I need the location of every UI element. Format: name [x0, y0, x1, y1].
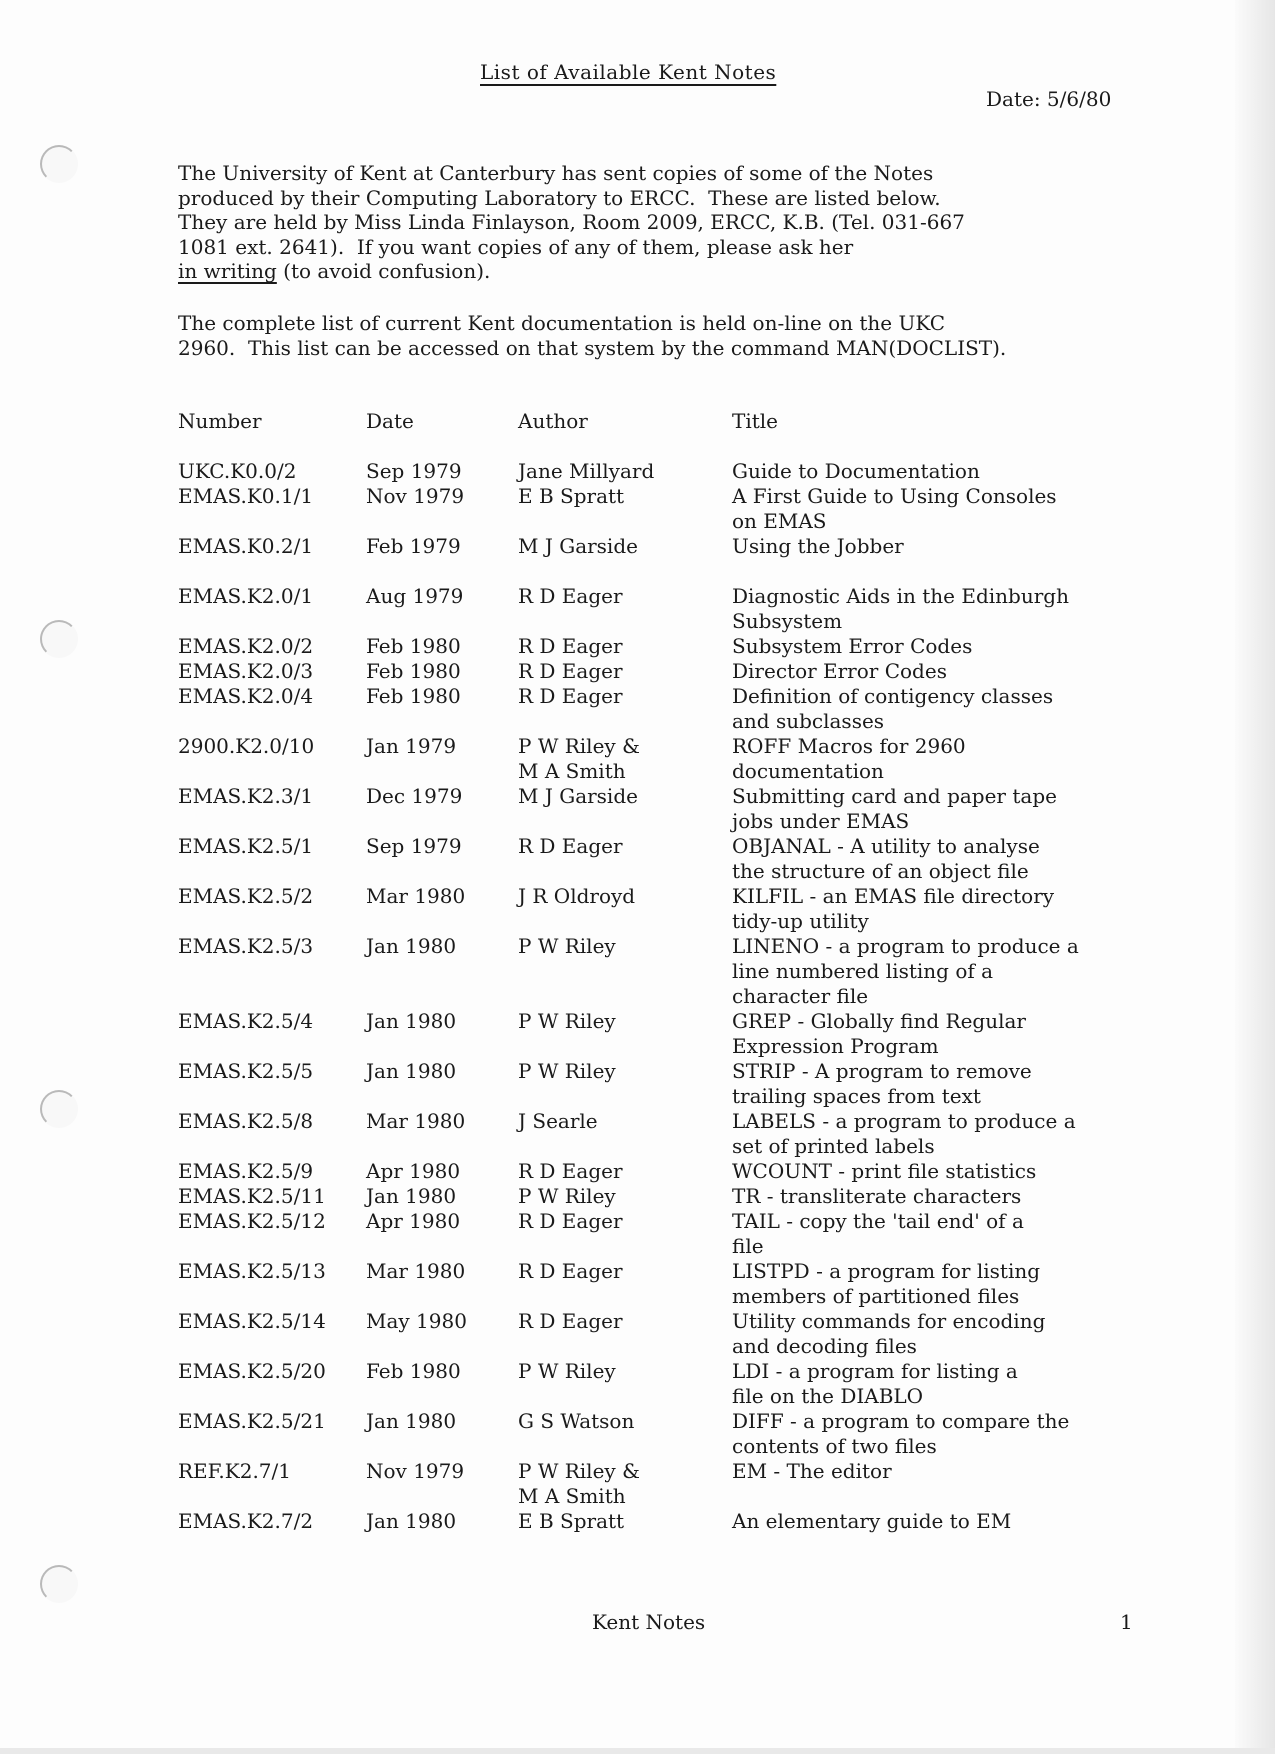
cell-number: EMAS.K2.5/3: [178, 934, 314, 958]
cell-author: R D Eager: [518, 634, 623, 658]
document-date: Date: 5/6/80: [986, 87, 1112, 111]
cell-author: P W Riley & M A Smith: [518, 1459, 640, 1508]
cell-number: EMAS.K2.5/11: [178, 1184, 326, 1208]
cell-title: Definition of contigency classes and subclasses: [732, 684, 1054, 733]
cell-title: LISTPD - a program for listing members of partitioned files: [732, 1259, 1041, 1308]
cell-title: ROFF Macros for 2960 documentation: [732, 734, 966, 783]
cell-date: Mar 1980: [366, 884, 466, 908]
cell-author: R D Eager: [518, 1209, 623, 1233]
cell-number: EMAS.K2.5/13: [178, 1259, 326, 1283]
cell-date: Jan 1980: [366, 1409, 457, 1433]
cell-number: EMAS.K2.5/2: [178, 884, 314, 908]
cell-date: Apr 1980: [366, 1159, 461, 1183]
cell-title: WCOUNT - print file statistics: [732, 1159, 1037, 1183]
cell-author: R D Eager: [518, 659, 623, 683]
cell-date: Aug 1979: [366, 584, 464, 608]
cell-author: J Searle: [518, 1109, 598, 1133]
cell-author: P W Riley & M A Smith: [518, 734, 640, 783]
intro-line: They are held by Miss Linda Finlayson, Room 2009, ERCC, K.B. (Tel. 031-667: [178, 210, 965, 234]
intro-paragraph: [178, 161, 965, 284]
cell-author: P W Riley: [518, 1359, 616, 1383]
cell-number: EMAS.K0.2/1: [178, 534, 314, 558]
doclist-line: 2960. This list can be accessed on that system by the command MAN(DOCLIST).: [178, 335, 1007, 360]
cell-number: EMAS.K2.3/1: [178, 784, 314, 808]
cell-author: E B Spratt: [518, 484, 625, 508]
cell-number: EMAS.K2.5/9: [178, 1159, 314, 1183]
cell-number: EMAS.K2.5/20: [178, 1359, 326, 1383]
cell-author: E B Spratt: [518, 1509, 625, 1533]
cell-date: Feb 1980: [366, 684, 461, 708]
column-header-title: Title: [732, 409, 779, 433]
cell-author: M J Garside: [518, 784, 638, 808]
cell-author: R D Eager: [518, 684, 623, 708]
cell-author: R D Eager: [518, 834, 623, 858]
cell-number: EMAS.K0.1/1: [178, 484, 314, 508]
cell-author: J R Oldroyd: [518, 884, 636, 908]
cell-title: Diagnostic Aids in the Edinburgh Subsystem: [732, 584, 1069, 633]
cell-number: EMAS.K2.5/14: [178, 1309, 326, 1333]
cell-date: Feb 1979: [366, 534, 461, 558]
cell-title: Utility commands for encoding and decoding files: [732, 1309, 1046, 1358]
cell-title: TR - transliterate characters: [732, 1184, 1022, 1208]
cell-date: Jan 1980: [366, 934, 457, 958]
cell-date: Nov 1979: [366, 484, 465, 508]
cell-author: R D Eager: [518, 1309, 623, 1333]
cell-title: STRIP - A program to remove trailing spaces from text: [732, 1059, 1032, 1108]
column-header-number: Number: [178, 409, 262, 433]
cell-date: Sep 1979: [366, 834, 462, 858]
cell-author: R D Eager: [518, 1159, 623, 1183]
cell-date: Dec 1979: [366, 784, 463, 808]
cell-date: Jan 1980: [366, 1059, 457, 1083]
punch-hole: [40, 620, 78, 658]
cell-title: A First Guide to Using Consoles on EMAS: [732, 484, 1057, 533]
cell-author: M J Garside: [518, 534, 638, 558]
cell-title: OBJANAL - A utility to analyse the structure of an object file: [732, 834, 1040, 883]
page-bottom-edge: [0, 1748, 1275, 1754]
cell-date: Jan 1980: [366, 1184, 457, 1208]
cell-date: Feb 1980: [366, 634, 461, 658]
intro-line: The University of Kent at Canterbury has sent copies of some of the Notes: [178, 161, 934, 185]
cell-number: EMAS.K2.0/1: [178, 584, 314, 608]
doclist-paragraph: [178, 311, 1006, 360]
cell-number: EMAS.K2.5/4: [178, 1009, 314, 1033]
cell-title: TAIL - copy the 'tail end' of a file: [732, 1209, 1024, 1258]
punch-hole: [40, 1565, 78, 1603]
intro-line: produced by their Computing Laboratory to ERCC. These are listed below.: [178, 185, 941, 210]
cell-number: EMAS.K2.5/5: [178, 1059, 314, 1083]
cell-number: EMAS.K2.5/1: [178, 834, 314, 858]
emphasis-in-writing: in writing: [178, 259, 277, 283]
cell-author: P W Riley: [518, 1184, 616, 1208]
cell-number: UKC.K0.0/2: [178, 459, 297, 483]
intro-line: 1081 ext. 2641). If you want copies of any of them, please ask her: [178, 234, 854, 259]
cell-author: P W Riley: [518, 1059, 616, 1083]
cell-number: EMAS.K2.7/2: [178, 1509, 314, 1533]
cell-number: EMAS.K2.0/3: [178, 659, 314, 683]
cell-title: KILFIL - an EMAS file directory tidy-up utility: [732, 884, 1055, 933]
cell-author: P W Riley: [518, 934, 616, 958]
punch-hole: [40, 145, 78, 183]
page-number: 1: [1120, 1610, 1133, 1634]
cell-date: Mar 1980: [366, 1109, 466, 1133]
cell-number: EMAS.K2.5/8: [178, 1109, 314, 1133]
column-header-author: Author: [518, 409, 588, 433]
cell-date: Nov 1979: [366, 1459, 465, 1483]
cell-title: LDI - a program for listing a file on the DIABLO: [732, 1359, 1018, 1408]
cell-date: Apr 1980: [366, 1209, 461, 1233]
cell-title: Director Error Codes: [732, 659, 947, 683]
cell-number: EMAS.K2.5/21: [178, 1409, 326, 1433]
cell-date: May 1980: [366, 1309, 467, 1333]
cell-date: Jan 1980: [366, 1009, 457, 1033]
cell-date: Jan 1979: [366, 734, 457, 758]
cell-title: Submitting card and paper tape jobs under EMAS: [732, 784, 1057, 833]
page-edge-shadow: [1235, 0, 1275, 1754]
cell-author: R D Eager: [518, 584, 623, 608]
cell-author: G S Watson: [518, 1409, 635, 1433]
cell-author: Jane Millyard: [518, 459, 655, 483]
cell-title: EM - The editor: [732, 1459, 892, 1483]
cell-title: Subsystem Error Codes: [732, 634, 973, 658]
intro-line: [178, 259, 965, 284]
cell-author: R D Eager: [518, 1259, 623, 1283]
cell-title: LINENO - a program to produce a line numbered listing of a character file: [732, 934, 1079, 1008]
cell-title: DIFF - a program to compare the contents of two files: [732, 1409, 1070, 1458]
cell-number: EMAS.K2.5/12: [178, 1209, 326, 1233]
cell-number: EMAS.K2.0/2: [178, 634, 314, 658]
cell-title: Guide to Documentation: [732, 459, 980, 483]
cell-title: GREP - Globally find Regular Expression Program: [732, 1009, 1026, 1058]
cell-title: Using the Jobber: [732, 534, 904, 558]
cell-date: Feb 1980: [366, 1359, 461, 1383]
cell-date: Feb 1980: [366, 659, 461, 683]
cell-date: Mar 1980: [366, 1259, 466, 1283]
column-header-date: Date: [366, 409, 414, 433]
cell-title: LABELS - a program to produce a set of printed labels: [732, 1109, 1076, 1158]
cell-date: Sep 1979: [366, 459, 462, 483]
page-title: List of Available Kent Notes: [480, 60, 777, 84]
cell-number: REF.K2.7/1: [178, 1459, 291, 1483]
cell-number: 2900.K2.0/10: [178, 734, 315, 758]
cell-date: Jan 1980: [366, 1509, 457, 1533]
intro-line-rest: (to avoid confusion).: [276, 259, 491, 283]
punch-hole: [40, 1090, 78, 1128]
footer-label: Kent Notes: [592, 1610, 706, 1634]
doclist-line: The complete list of current Kent documentation is held on-line on the UKC: [178, 311, 946, 335]
cell-author: P W Riley: [518, 1009, 616, 1033]
cell-number: EMAS.K2.0/4: [178, 684, 314, 708]
cell-title: An elementary guide to EM: [732, 1509, 1012, 1533]
